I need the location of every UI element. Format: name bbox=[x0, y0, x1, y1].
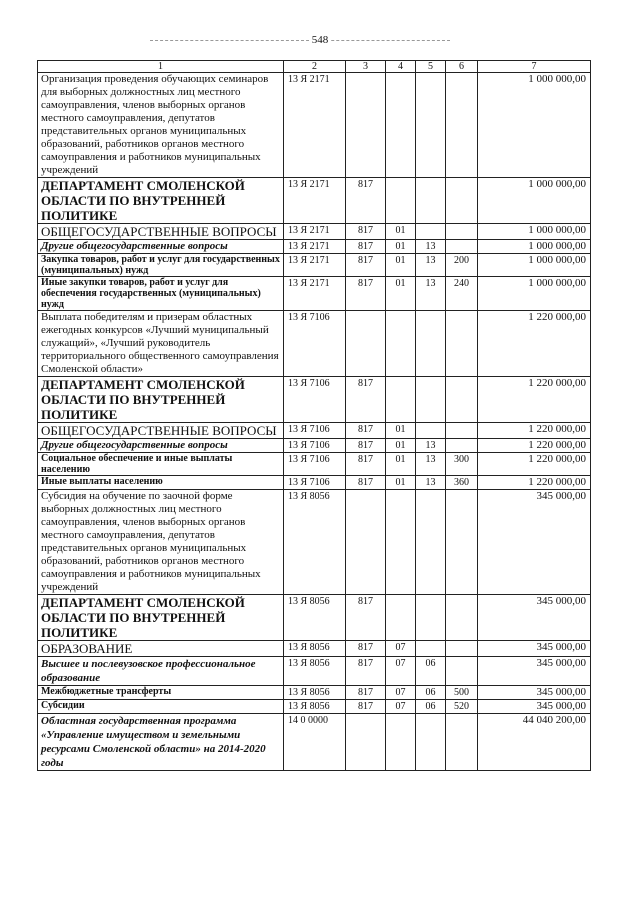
row-name-cell: ОБРАЗОВАНИЕ bbox=[38, 641, 284, 657]
row-section-cell bbox=[386, 73, 416, 178]
row-section-cell: 07 bbox=[386, 686, 416, 700]
row-name-cell: Организация проведения обучающих семинаров для выборных должностных лиц местного самоуправления, членов выборных органов местного самоуправления, депутатов представительных органов муниципальных образований, работников органов местного самоуправления и работников муниципальных учреждений bbox=[38, 73, 284, 178]
row-department-code-cell: 817 bbox=[346, 178, 386, 224]
row-subsection-cell bbox=[416, 178, 446, 224]
row-subsection-cell: 06 bbox=[416, 700, 446, 714]
table-row bbox=[38, 277, 591, 311]
table-row bbox=[38, 240, 591, 254]
row-department-code-cell: 817 bbox=[346, 254, 386, 277]
table-row bbox=[38, 476, 591, 490]
table-row bbox=[38, 490, 591, 595]
row-amount-cell: 1 220 000,00 bbox=[478, 423, 591, 439]
row-amount-cell: 1 220 000,00 bbox=[478, 476, 591, 490]
row-department-code-cell: 817 bbox=[346, 686, 386, 700]
row-code-cell: 13 Я 2171 bbox=[284, 224, 346, 240]
row-subsection-cell: 13 bbox=[416, 476, 446, 490]
row-expense-type-cell: 240 bbox=[446, 277, 478, 311]
row-section-cell: 01 bbox=[386, 453, 416, 476]
row-name-cell: Иные закупки товаров, работ и услуг для обеспечения государственных (муниципальных) нужд bbox=[38, 277, 284, 311]
row-subsection-cell bbox=[416, 377, 446, 423]
row-amount-cell: 345 000,00 bbox=[478, 686, 591, 700]
row-department-code-cell: 817 bbox=[346, 476, 386, 490]
row-name-cell: Социальное обеспечение и иные выплаты населению bbox=[38, 453, 284, 476]
row-name-cell: Выплата победителям и призерам областных ежегодных конкурсов «Лучший муниципальный служащий», «Лучший руководитель территориального общественного самоуправления Смоленской области» bbox=[38, 311, 284, 377]
row-code-cell: 13 Я 8056 bbox=[284, 700, 346, 714]
row-amount-cell: 345 000,00 bbox=[478, 700, 591, 714]
row-subsection-cell: 06 bbox=[416, 686, 446, 700]
row-department-code-cell: 817 bbox=[346, 224, 386, 240]
row-amount-cell: 345 000,00 bbox=[478, 490, 591, 595]
row-amount-cell: 345 000,00 bbox=[478, 641, 591, 657]
row-section-cell: 07 bbox=[386, 641, 416, 657]
row-amount-cell: 345 000,00 bbox=[478, 657, 591, 686]
row-section-cell: 01 bbox=[386, 254, 416, 277]
row-name-cell: ОБЩЕГОСУДАРСТВЕННЫЕ ВОПРОСЫ bbox=[38, 423, 284, 439]
row-subsection-cell bbox=[416, 490, 446, 595]
row-name-cell: Субсидия на обучение по заочной форме выборных должностных лиц местного самоуправления, членов выборных органов местного самоуправления, депутатов представительных органов муниципальных образований, работников органов местного самоуправления и работников муниципальных учреждений bbox=[38, 490, 284, 595]
header-cell-3: 3 bbox=[346, 61, 386, 73]
row-subsection-cell bbox=[416, 595, 446, 641]
row-name-cell: Областная государственная программа «Управление имуществом и земельными ресурсами Смоленской области» на 2014-2020 годы bbox=[38, 714, 284, 771]
row-amount-cell: 44 040 200,00 bbox=[478, 714, 591, 771]
row-code-cell: 13 Я 7106 bbox=[284, 311, 346, 377]
table-row bbox=[38, 453, 591, 476]
row-section-cell bbox=[386, 311, 416, 377]
row-name-cell: Другие общегосударственные вопросы bbox=[38, 240, 284, 254]
row-department-code-cell bbox=[346, 311, 386, 377]
row-name-cell: Субсидии bbox=[38, 700, 284, 714]
row-subsection-cell: 13 bbox=[416, 240, 446, 254]
row-code-cell: 13 Я 7106 bbox=[284, 377, 346, 423]
row-code-cell: 13 Я 8056 bbox=[284, 686, 346, 700]
row-expense-type-cell bbox=[446, 73, 478, 178]
row-expense-type-cell bbox=[446, 641, 478, 657]
row-expense-type-cell bbox=[446, 377, 478, 423]
table-row bbox=[38, 641, 591, 657]
row-department-code-cell: 817 bbox=[346, 641, 386, 657]
row-department-code-cell: 817 bbox=[346, 700, 386, 714]
row-code-cell: 13 Я 7106 bbox=[284, 453, 346, 476]
row-subsection-cell bbox=[416, 73, 446, 178]
row-expense-type-cell: 520 bbox=[446, 700, 478, 714]
table-row bbox=[38, 73, 591, 178]
row-department-code-cell: 817 bbox=[346, 595, 386, 641]
row-expense-type-cell bbox=[446, 714, 478, 771]
table-row bbox=[38, 439, 591, 453]
row-amount-cell: 1 000 000,00 bbox=[478, 277, 591, 311]
row-subsection-cell bbox=[416, 423, 446, 439]
row-expense-type-cell: 500 bbox=[446, 686, 478, 700]
page-number-text: 548 bbox=[309, 34, 332, 46]
row-subsection-cell bbox=[416, 224, 446, 240]
row-section-cell: 07 bbox=[386, 657, 416, 686]
row-amount-cell: 1 220 000,00 bbox=[478, 311, 591, 377]
row-expense-type-cell: 200 bbox=[446, 254, 478, 277]
row-name-cell: Межбюджетные трансферты bbox=[38, 686, 284, 700]
budget-table-body bbox=[38, 61, 591, 771]
row-code-cell: 13 Я 2171 bbox=[284, 73, 346, 178]
row-code-cell: 13 Я 8056 bbox=[284, 595, 346, 641]
row-code-cell: 13 Я 8056 bbox=[284, 490, 346, 595]
row-section-cell bbox=[386, 377, 416, 423]
header-cell-2: 2 bbox=[284, 61, 346, 73]
budget-table bbox=[37, 60, 591, 771]
row-amount-cell: 1 000 000,00 bbox=[478, 254, 591, 277]
table-row bbox=[38, 224, 591, 240]
row-name-cell: ДЕПАРТАМЕНТ СМОЛЕНСКОЙ ОБЛАСТИ ПО ВНУТРЕННЕЙ ПОЛИТИКЕ bbox=[38, 377, 284, 423]
header-cell-7: 7 bbox=[478, 61, 591, 73]
row-code-cell: 13 Я 7106 bbox=[284, 423, 346, 439]
row-section-cell bbox=[386, 595, 416, 641]
row-subsection-cell: 13 bbox=[416, 277, 446, 311]
table-header-row bbox=[38, 61, 591, 73]
header-cell-4: 4 bbox=[386, 61, 416, 73]
row-code-cell: 13 Я 8056 bbox=[284, 657, 346, 686]
row-expense-type-cell bbox=[446, 657, 478, 686]
table-row bbox=[38, 423, 591, 439]
row-code-cell: 13 Я 2171 bbox=[284, 178, 346, 224]
row-code-cell: 13 Я 2171 bbox=[284, 277, 346, 311]
row-section-cell: 01 bbox=[386, 439, 416, 453]
row-name-cell: Закупка товаров, работ и услуг для государственных (муниципальных) нужд bbox=[38, 254, 284, 277]
row-code-cell: 14 0 0000 bbox=[284, 714, 346, 771]
table-row bbox=[38, 254, 591, 277]
row-name-cell: Другие общегосударственные вопросы bbox=[38, 439, 284, 453]
row-name-cell: ОБЩЕГОСУДАРСТВЕННЫЕ ВОПРОСЫ bbox=[38, 224, 284, 240]
table-row bbox=[38, 311, 591, 377]
row-expense-type-cell bbox=[446, 423, 478, 439]
row-section-cell bbox=[386, 714, 416, 771]
row-expense-type-cell bbox=[446, 490, 478, 595]
row-expense-type-cell bbox=[446, 311, 478, 377]
row-expense-type-cell bbox=[446, 439, 478, 453]
row-department-code-cell: 817 bbox=[346, 439, 386, 453]
row-department-code-cell: 817 bbox=[346, 657, 386, 686]
row-amount-cell: 1 220 000,00 bbox=[478, 453, 591, 476]
row-section-cell: 01 bbox=[386, 224, 416, 240]
row-section-cell: 01 bbox=[386, 476, 416, 490]
row-code-cell: 13 Я 2171 bbox=[284, 240, 346, 254]
table-row bbox=[38, 714, 591, 771]
row-department-code-cell: 817 bbox=[346, 453, 386, 476]
row-code-cell: 13 Я 8056 bbox=[284, 641, 346, 657]
row-department-code-cell bbox=[346, 73, 386, 178]
row-subsection-cell bbox=[416, 311, 446, 377]
row-subsection-cell: 13 bbox=[416, 254, 446, 277]
row-amount-cell: 1 220 000,00 bbox=[478, 377, 591, 423]
row-section-cell bbox=[386, 490, 416, 595]
table-row bbox=[38, 377, 591, 423]
row-name-cell: ДЕПАРТАМЕНТ СМОЛЕНСКОЙ ОБЛАСТИ ПО ВНУТРЕННЕЙ ПОЛИТИКЕ bbox=[38, 595, 284, 641]
page-number bbox=[0, 34, 640, 46]
row-section-cell: 01 bbox=[386, 240, 416, 254]
row-department-code-cell: 817 bbox=[346, 423, 386, 439]
row-subsection-cell bbox=[416, 714, 446, 771]
row-amount-cell: 1 000 000,00 bbox=[478, 178, 591, 224]
header-cell-6: 6 bbox=[446, 61, 478, 73]
table-row bbox=[38, 178, 591, 224]
row-code-cell: 13 Я 2171 bbox=[284, 254, 346, 277]
row-name-cell: Высшее и послевузовское профессиональное образование bbox=[38, 657, 284, 686]
row-expense-type-cell bbox=[446, 240, 478, 254]
row-department-code-cell: 817 bbox=[346, 277, 386, 311]
row-amount-cell: 1 220 000,00 bbox=[478, 439, 591, 453]
row-subsection-cell bbox=[416, 641, 446, 657]
row-expense-type-cell bbox=[446, 178, 478, 224]
row-code-cell: 13 Я 7106 bbox=[284, 476, 346, 490]
row-amount-cell: 345 000,00 bbox=[478, 595, 591, 641]
row-name-cell: Иные выплаты населению bbox=[38, 476, 284, 490]
row-subsection-cell: 13 bbox=[416, 453, 446, 476]
row-amount-cell: 1 000 000,00 bbox=[478, 240, 591, 254]
row-section-cell: 01 bbox=[386, 277, 416, 311]
row-expense-type-cell bbox=[446, 595, 478, 641]
row-expense-type-cell: 360 bbox=[446, 476, 478, 490]
table-row bbox=[38, 595, 591, 641]
row-expense-type-cell bbox=[446, 224, 478, 240]
row-subsection-cell: 06 bbox=[416, 657, 446, 686]
row-department-code-cell: 817 bbox=[346, 240, 386, 254]
row-subsection-cell: 13 bbox=[416, 439, 446, 453]
row-code-cell: 13 Я 7106 bbox=[284, 439, 346, 453]
row-section-cell bbox=[386, 178, 416, 224]
row-department-code-cell bbox=[346, 490, 386, 595]
row-name-cell: ДЕПАРТАМЕНТ СМОЛЕНСКОЙ ОБЛАСТИ ПО ВНУТРЕННЕЙ ПОЛИТИКЕ bbox=[38, 178, 284, 224]
header-cell-1: 1 bbox=[38, 61, 284, 73]
row-section-cell: 01 bbox=[386, 423, 416, 439]
table-row bbox=[38, 700, 591, 714]
row-department-code-cell: 817 bbox=[346, 377, 386, 423]
row-department-code-cell bbox=[346, 714, 386, 771]
header-cell-5: 5 bbox=[416, 61, 446, 73]
row-section-cell: 07 bbox=[386, 700, 416, 714]
table-row bbox=[38, 657, 591, 686]
table-row bbox=[38, 686, 591, 700]
row-amount-cell: 1 000 000,00 bbox=[478, 73, 591, 178]
row-expense-type-cell: 300 bbox=[446, 453, 478, 476]
row-amount-cell: 1 000 000,00 bbox=[478, 224, 591, 240]
